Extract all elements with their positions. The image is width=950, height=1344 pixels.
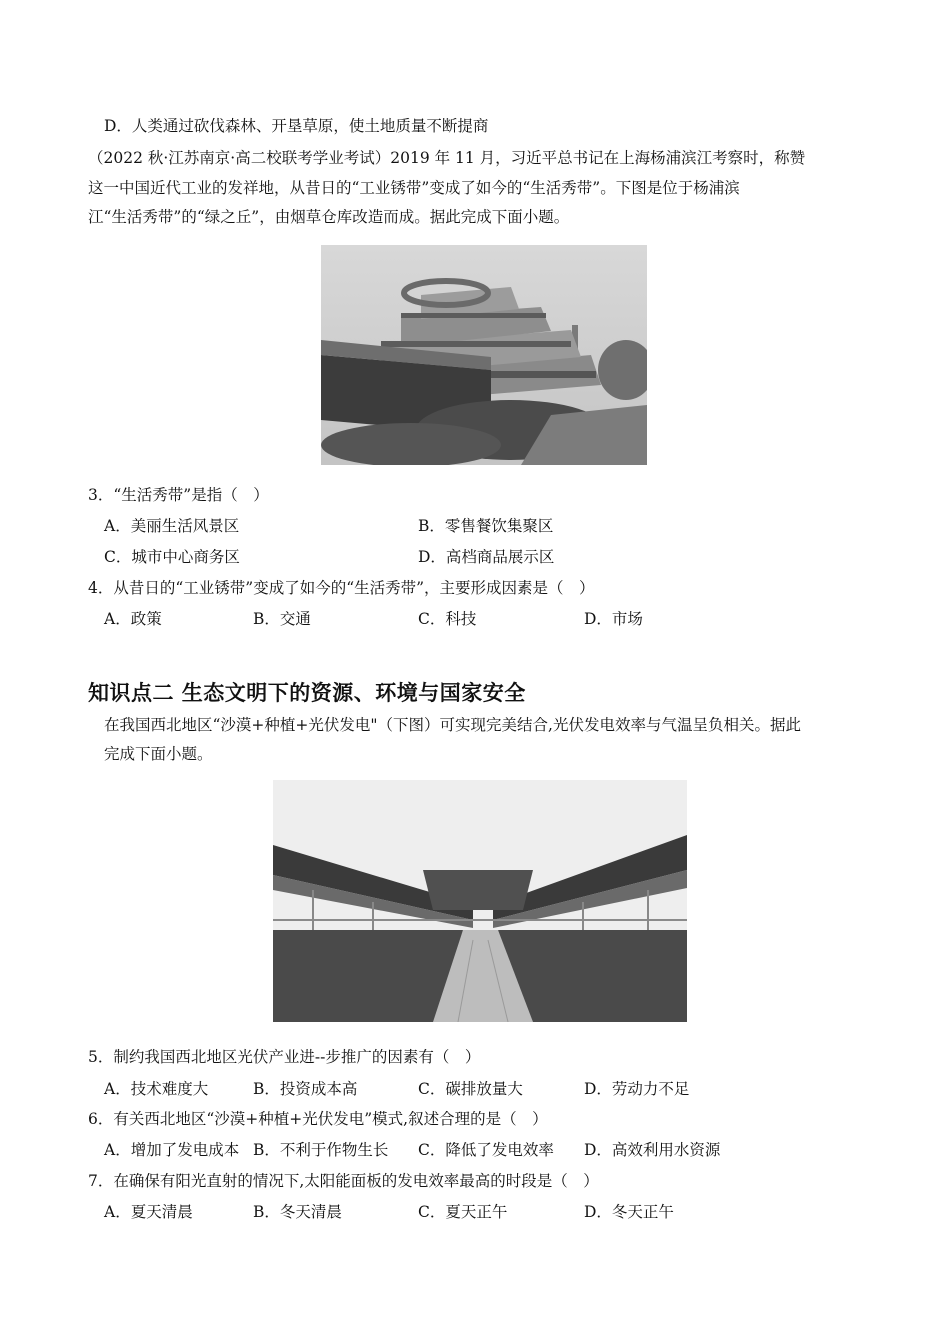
q6-option-b[interactable]: B．不利于作物生长 (253, 1141, 389, 1159)
solar-farm-photo (273, 780, 687, 1022)
q4-option-b[interactable]: B．交通 (253, 610, 311, 628)
q7-option-b[interactable]: B．冬天清晨 (253, 1203, 342, 1221)
q3-option-d[interactable]: D．高档商品展示区 (418, 548, 555, 566)
passage2-line2: 完成下面小题。 (104, 745, 213, 763)
passage1-line1: （2022 秋·江苏南京·高二校联考学业考试）2019 年 11 月，习近平总书记在上海杨浦滨江考察时，称赞 (88, 149, 806, 167)
q5-option-b[interactable]: B．投资成本高 (253, 1080, 358, 1098)
q7-stem: 7．在确保有阳光直射的情况下,太阳能面板的发电效率最高的时段是（ ） (88, 1172, 599, 1190)
passage2-line1: 在我国西北地区“沙漠+种植+光伏发电"（下图）可实现完美结合,光伏发电效率与气温呈负相关。据此 (104, 716, 801, 734)
q6-option-a[interactable]: A．增加了发电成本 (104, 1141, 240, 1159)
option-d-previous-question: D．人类通过砍伐森林、开垦草原，使土地质量不断提商 (104, 117, 489, 135)
q5-option-a[interactable]: A．技术难度大 (104, 1080, 209, 1098)
section-title: 知识点二 生态文明下的资源、环境与国家安全 (88, 681, 526, 705)
q3-option-b[interactable]: B．零售餐饮集聚区 (418, 517, 554, 535)
q6-option-c[interactable]: C．降低了发电效率 (418, 1141, 554, 1159)
q7-option-a[interactable]: A．夏天清晨 (104, 1203, 193, 1221)
q3-stem: 3．“生活秀带”是指（ ） (88, 486, 269, 504)
q5-stem: 5．制约我国西北地区光伏产业进--步推广的因素有（ ） (88, 1048, 481, 1066)
passage1-line3: 江“生活秀带”的“绿之丘”，由烟草仓库改造而成。据此完成下面小题。 (88, 208, 570, 226)
q4-stem: 4．从昔日的“工业锈带”变成了如今的“生活秀带”，主要形成因素是（ ） (88, 579, 595, 597)
q7-option-d[interactable]: D．冬天正午 (584, 1203, 674, 1221)
q5-option-c[interactable]: C．碳排放量大 (418, 1080, 523, 1098)
q5-option-d[interactable]: D．劳动力不足 (584, 1080, 690, 1098)
q4-option-a[interactable]: A．政策 (104, 610, 162, 628)
passage1-line2: 这一中国近代工业的发祥地，从昔日的“工业锈带”变成了如今的“生活秀带”。下图是位于杨浦滨 (88, 179, 740, 197)
q3-option-c[interactable]: C．城市中心商务区 (104, 548, 240, 566)
q4-option-c[interactable]: C．科技 (418, 610, 477, 628)
q6-option-d[interactable]: D．高效利用水资源 (584, 1141, 721, 1159)
q3-option-a[interactable]: A．美丽生活风景区 (104, 517, 240, 535)
q7-option-c[interactable]: C．夏天正午 (418, 1203, 508, 1221)
green-hill-photo (321, 245, 647, 465)
q6-stem: 6．有关西北地区“沙漠+种植+光伏发电”模式,叙述合理的是（ ） (88, 1110, 548, 1128)
q4-option-d[interactable]: D．市场 (584, 610, 643, 628)
